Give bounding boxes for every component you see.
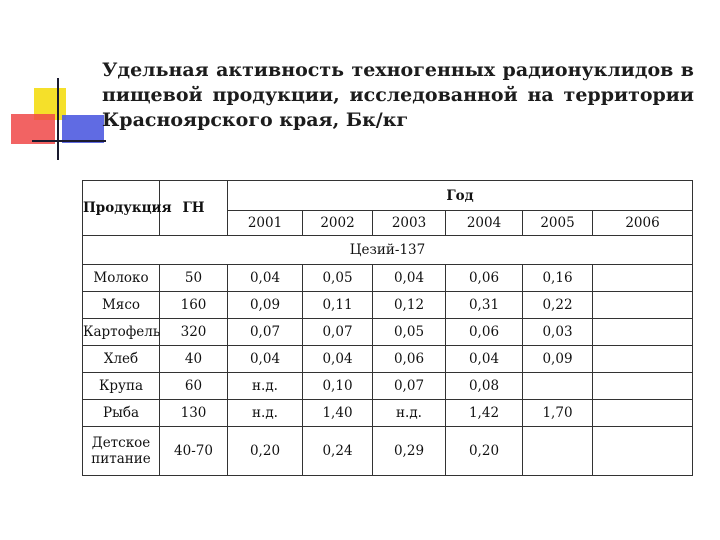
cell-value [593, 292, 693, 319]
cell-gn: 40-70 [160, 427, 228, 476]
header-year: 2004 [446, 211, 523, 236]
cell-value: 0,16 [523, 265, 593, 292]
cell-value: 0,07 [303, 319, 373, 346]
cell-value: 1,70 [523, 400, 593, 427]
cell-value: 0,06 [373, 346, 446, 373]
cell-value: 0,24 [303, 427, 373, 476]
table-row [83, 319, 693, 346]
table-row [83, 292, 693, 319]
cell-value: 0,04 [303, 346, 373, 373]
cell-product: Картофель [83, 319, 160, 346]
cell-value: 1,40 [303, 400, 373, 427]
table-row [83, 346, 693, 373]
cell-value [593, 265, 693, 292]
cell-value: 0,12 [373, 292, 446, 319]
header-year: 2003 [373, 211, 446, 236]
decor-blue-square [62, 115, 104, 143]
cell-value: 0,29 [373, 427, 446, 476]
cell-value [593, 427, 693, 476]
cell-value: 0,04 [228, 346, 303, 373]
cell-product: Рыба [83, 400, 160, 427]
cell-value: 0,04 [373, 265, 446, 292]
table-row [83, 400, 693, 427]
cell-product: Мясо [83, 292, 160, 319]
header-year-group: Год [228, 181, 693, 211]
cell-value: н.д. [373, 400, 446, 427]
table-row [83, 373, 693, 400]
decor-vertical-line [57, 78, 59, 160]
cell-value [523, 373, 593, 400]
header-gn: ГН [160, 181, 228, 236]
cell-value: 0,20 [446, 427, 523, 476]
cell-value: 0,06 [446, 319, 523, 346]
table-row [83, 427, 693, 476]
cell-value: 1,42 [446, 400, 523, 427]
cell-value [523, 427, 593, 476]
cell-value: н.д. [228, 373, 303, 400]
cell-gn: 40 [160, 346, 228, 373]
cell-value: 0,03 [523, 319, 593, 346]
cell-value: 0,07 [373, 373, 446, 400]
header-product: Продукция [83, 181, 160, 236]
cell-value: 0,10 [303, 373, 373, 400]
cell-value: 0,06 [446, 265, 523, 292]
cell-value: 0,31 [446, 292, 523, 319]
radionuclide-table [82, 180, 693, 476]
cell-gn: 320 [160, 319, 228, 346]
cell-product: Детское питание [83, 427, 160, 476]
cell-value: 0,08 [446, 373, 523, 400]
cell-value: 0,09 [523, 346, 593, 373]
cell-product: Молоко [83, 265, 160, 292]
cell-value: 0,22 [523, 292, 593, 319]
cell-value: н.д. [228, 400, 303, 427]
cell-gn: 50 [160, 265, 228, 292]
cell-gn: 160 [160, 292, 228, 319]
header-year: 2005 [523, 211, 593, 236]
cell-value [593, 400, 693, 427]
cell-value: 0,11 [303, 292, 373, 319]
cell-value: 0,04 [228, 265, 303, 292]
header-year: 2002 [303, 211, 373, 236]
cell-value [593, 319, 693, 346]
cell-value: 0,20 [228, 427, 303, 476]
cell-value: 0,07 [228, 319, 303, 346]
slide-title: Удельная активность техногенных радионуклидов в пищевой продукции, исследованной на территории Красноярского края, Бк/кг [102, 59, 694, 131]
cell-value: 0,09 [228, 292, 303, 319]
subheader-cesium: Цезий-137 [83, 236, 693, 265]
header-year: 2001 [228, 211, 303, 236]
cell-gn: 130 [160, 400, 228, 427]
cell-product: Крупа [83, 373, 160, 400]
table-row [83, 265, 693, 292]
cell-value: 0,04 [446, 346, 523, 373]
cell-value [593, 373, 693, 400]
cell-value: 0,05 [303, 265, 373, 292]
cell-gn: 60 [160, 373, 228, 400]
header-year: 2006 [593, 211, 693, 236]
decor-horizontal-line [32, 140, 106, 142]
cell-product: Хлеб [83, 346, 160, 373]
cell-value [593, 346, 693, 373]
cell-value: 0,05 [373, 319, 446, 346]
